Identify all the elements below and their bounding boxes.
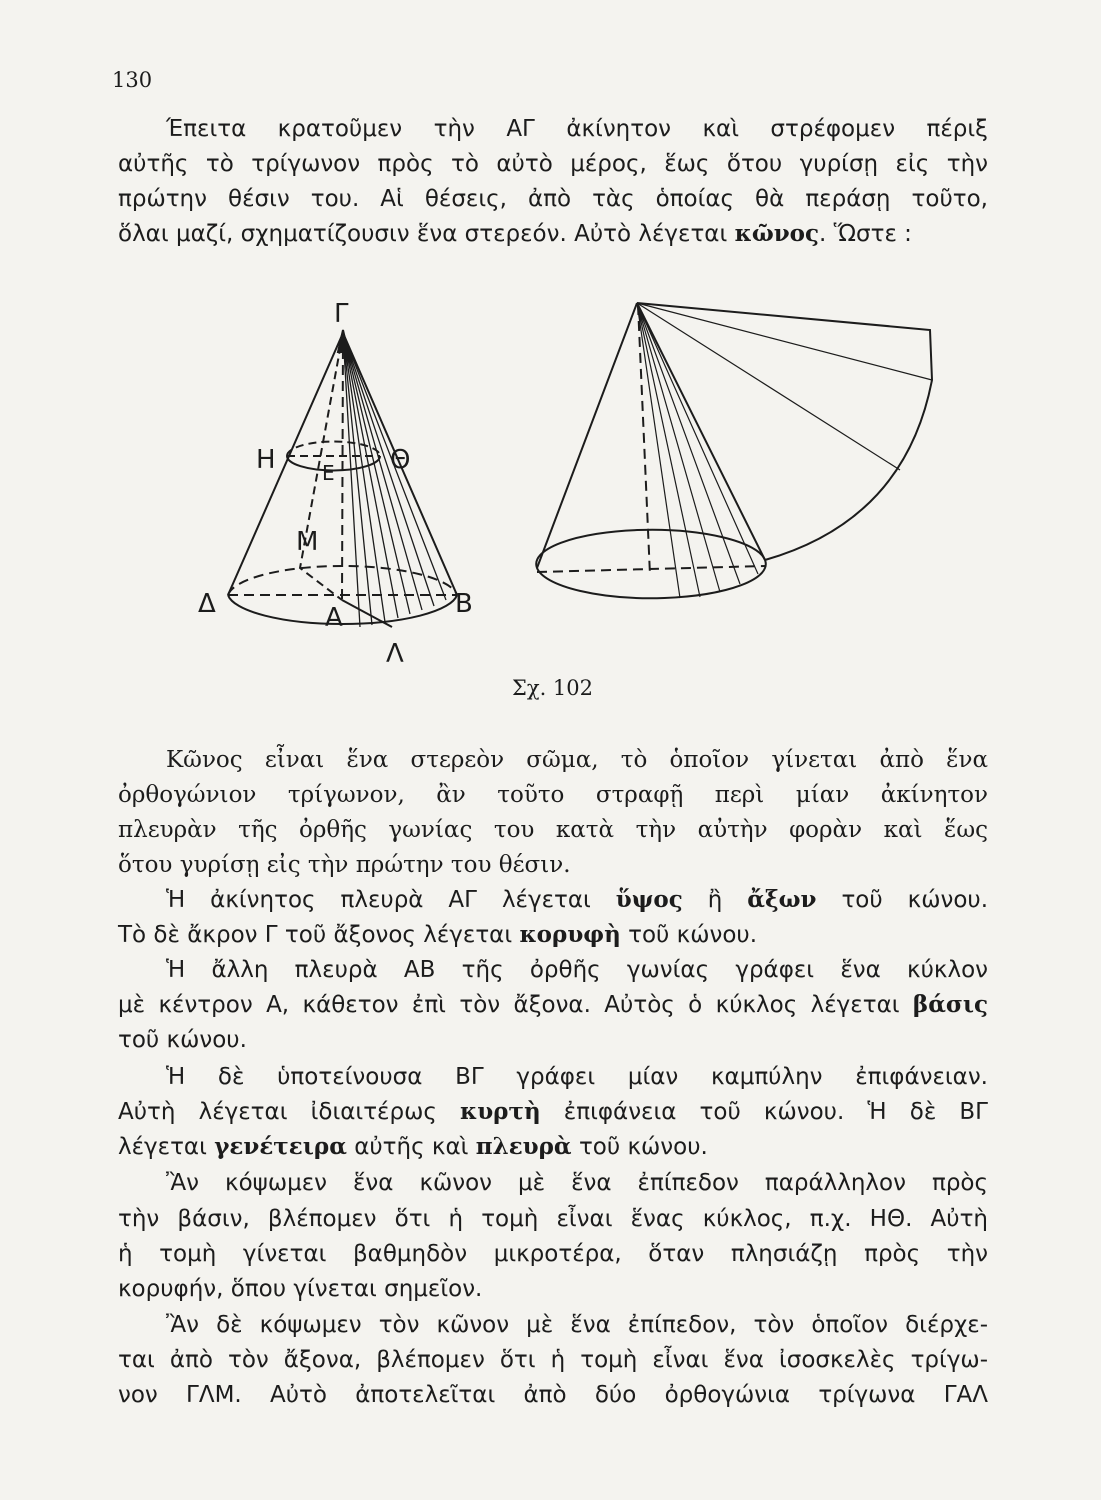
text-segment: Ἡ ἄλλη πλευρὰ ΑΒ τῆς ὀρθῆς γωνίας γράφει ἕνα κύκλον	[166, 957, 988, 983]
text-segment: Ἡ ἀκίνητος πλευρὰ ΑΓ λέγεται	[166, 887, 616, 913]
text-segment: ὅτου γυρίσῃ εἰς τὴν πρώτην του θέσιν.	[118, 852, 571, 878]
text-segment: Τὸ δὲ ἄκρον Γ τοῦ ἄξονος λέγεται	[118, 922, 520, 948]
left-cone-diagram	[228, 330, 457, 627]
right-cone-diagram	[536, 303, 932, 598]
text-segment: λέγεται	[118, 1134, 215, 1160]
bold-term: πλευρὰ	[475, 1133, 572, 1160]
text-segment: αὐτῆς καὶ	[346, 1134, 476, 1160]
text-segment: . Ὥστε :	[819, 221, 912, 247]
text-segment: ἢ	[682, 887, 748, 913]
text-segment: Κῶνος εἶναι ἕνα στερεὸν σῶμα, τὸ ὁποῖον γίνεται ἀπὸ ἕνα	[166, 747, 988, 773]
label-lambda: Λ	[386, 639, 404, 669]
text-line	[118, 1274, 988, 1304]
text-line	[118, 1204, 988, 1234]
label-eta: Η	[256, 445, 276, 475]
text-segment: τοῦ κώνου.	[571, 1134, 708, 1160]
text-segment: νον ΓΛΜ. Αὐτὸ ἀποτελεῖται ἀπὸ δύο ὀρθογώνια τρίγωνα ΓΑΛ	[118, 1382, 988, 1408]
label-beta: Β	[455, 589, 473, 619]
text-line	[118, 1025, 988, 1055]
bold-term: βάσις	[912, 991, 988, 1018]
text-line	[118, 1168, 988, 1198]
label-theta: Θ	[390, 445, 411, 475]
text-line	[118, 780, 988, 810]
bold-term: κυρτὴ	[459, 1098, 541, 1125]
text-segment: τὴν βάσιν, βλέπομεν ὅτι ἡ τομὴ εἶναι ἕνας κύκλος, π.χ. ΗΘ. Αὐτὴ	[118, 1206, 988, 1232]
text-line	[118, 219, 988, 249]
text-segment: κορυφήν, ὅπου γίνεται σημεῖον.	[118, 1276, 483, 1302]
text-line	[118, 955, 988, 985]
text-segment: ται ἀπὸ τὸν ἄξονα, βλέπομεν ὅτι ἡ τομὴ εἶναι ἕνα ἰσοσκελὲς τρίγω-	[118, 1347, 988, 1373]
text-segment: μὲ κέντρον Α, κάθετον ἐπὶ τὸν ἄξονα. Αὐτὸς ὁ κύκλος λέγεται	[118, 992, 913, 1018]
bold-term: κορυφὴ	[519, 921, 621, 948]
label-delta: Δ	[198, 589, 216, 619]
cone-figure	[0, 280, 1101, 680]
text-line	[118, 990, 988, 1020]
text-segment: τοῦ κώνου.	[118, 1027, 247, 1053]
bold-term: κῶνος	[734, 220, 820, 247]
label-mu: Μ	[296, 527, 319, 557]
right-cone-axis	[537, 305, 765, 575]
text-segment: ἡ τομὴ γίνεται βαθμηδὸν μικροτέρα, ὅταν πλησιάζῃ πρὸς τὴν	[118, 1241, 988, 1267]
text-segment: τοῦ κώνου.	[816, 887, 989, 913]
text-line	[118, 885, 988, 915]
text-line	[118, 1380, 988, 1410]
text-line	[118, 1132, 988, 1162]
text-line	[118, 850, 988, 880]
text-line	[118, 1062, 988, 1092]
text-line	[118, 745, 988, 775]
label-epsilon: Ε	[322, 461, 335, 485]
page-number: 130	[112, 68, 153, 92]
text-line	[118, 149, 988, 179]
text-line	[118, 1310, 988, 1340]
text-segment: Ἂν κόψωμεν ἕνα κῶνον μὲ ἕνα ἐπίπεδον παράλληλον πρὸς	[166, 1170, 988, 1196]
left-cone-apex	[338, 330, 348, 352]
text-line	[118, 184, 988, 214]
text-segment: τοῦ κώνου.	[620, 922, 758, 948]
text-segment: Ἡ δὲ ὑποτείνουσα ΒΓ γράφει μίαν καμπύλην ἐπιφάνειαν.	[166, 1064, 988, 1090]
text-line	[118, 114, 988, 144]
left-cone-generators	[343, 333, 446, 627]
text-segment: Αὐτὴ λέγεται ἰδιαιτέρως	[118, 1099, 460, 1125]
text-line	[118, 1345, 988, 1375]
figure-caption: Σχ. 102	[512, 676, 594, 700]
text-segment: πλευρὰν τῆς ὀρθῆς γωνίας του κατὰ τὴν αὐτὴν φορὰν καὶ ἕως	[118, 817, 988, 843]
text-segment: Ἂν δὲ κόψωμεν τὸν κῶνον μὲ ἕνα ἐπίπεδον, τὸν ὁποῖον διέρχε-	[166, 1312, 988, 1338]
text-line	[118, 920, 988, 950]
text-line	[118, 1097, 988, 1127]
bold-term: ὕψος	[615, 886, 683, 913]
label-alpha: Α	[325, 603, 343, 633]
right-cone-base	[536, 530, 766, 598]
text-line	[118, 815, 988, 845]
text-segment: ὀρθογώνιον τρίγωνον, ἂν τοῦτο στραφῇ περὶ μίαν ἀκίνητον	[118, 782, 988, 808]
text-segment: πρώτην θέσιν του. Αἱ θέσεις, ἀπὸ τὰς ὁποίας θὰ περάσῃ τοῦτο,	[118, 186, 988, 212]
text-segment: αὐτῆς τὸ τρίγωνον πρὸς τὸ αὐτὸ μέρος, ἕως ὅτου γυρίσῃ εἰς τὴν	[118, 151, 988, 177]
text-line	[118, 1239, 988, 1269]
text-segment: ὅλαι μαζί, σχηματίζουσιν ἕνα στερεόν. Αὐτὸ λέγεται	[118, 221, 735, 247]
text-segment: ἐπιφάνεια τοῦ κώνου. Ἡ δὲ ΒΓ	[540, 1099, 988, 1125]
bold-term: γενέτειρα	[214, 1133, 347, 1160]
text-segment: Έπειτα κρατοῦμεν τὴν ΑΓ ἀκίνητον καὶ στρέφομεν πέριξ	[166, 116, 988, 142]
bold-term: ἄξων	[747, 886, 817, 913]
label-gamma: Γ	[334, 299, 349, 329]
